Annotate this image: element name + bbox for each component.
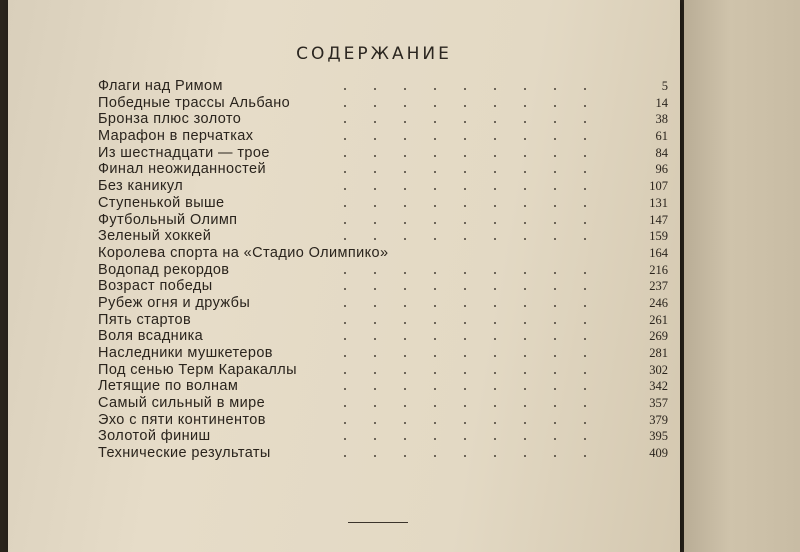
toc-entry-title: Футбольный Олимп: [98, 211, 238, 228]
toc-entry-page: 14: [655, 95, 668, 110]
dot-leader: [330, 455, 598, 457]
dot-leader: [330, 121, 598, 123]
toc-entry: [98, 362, 668, 379]
dot-leader: [330, 438, 598, 440]
toc-entry-title: Флаги над Римом: [98, 78, 223, 94]
toc-entry-page: 216: [649, 262, 668, 277]
dot-leader: [330, 405, 598, 407]
toc-entry: [98, 111, 668, 128]
toc-entry-page: 84: [655, 145, 668, 160]
toc-entry: [98, 145, 668, 162]
toc-entry-title: Водопад рекордов: [98, 261, 230, 278]
dot-leader: [330, 205, 598, 207]
toc-entry: [98, 445, 668, 462]
dot-leader: [330, 388, 598, 390]
toc-entry-page: 147: [649, 212, 668, 227]
dot-leader: [330, 322, 598, 324]
toc-entry: [98, 262, 668, 279]
toc-entry: [98, 295, 668, 312]
toc-entry: [98, 328, 668, 345]
toc-entry-page: 379: [649, 412, 668, 427]
dot-leader: [330, 288, 598, 290]
dot-leader: [330, 171, 598, 173]
toc-entry: [98, 345, 668, 362]
book-page: [8, 0, 680, 552]
toc-entry-page: 357: [649, 396, 668, 411]
toc-entry-title: Рубеж огня и дружбы: [98, 294, 251, 311]
toc-entry: [98, 245, 668, 262]
page-title: СОДЕРЖАНИЕ: [296, 44, 452, 64]
toc-entry-page: 107: [649, 179, 668, 194]
dot-leader: [330, 222, 598, 224]
toc-entry-page: 159: [649, 229, 668, 244]
toc-entry-title: Летящие по волнам: [98, 378, 239, 395]
toc-entry: [98, 95, 668, 112]
dot-leader: [330, 155, 598, 157]
toc-entry: [98, 212, 668, 229]
toc-entry-page: 38: [655, 112, 668, 127]
dot-leader: [330, 238, 598, 240]
toc-entry: [98, 128, 668, 145]
dot-leader: [330, 188, 598, 190]
toc-entry: [98, 395, 668, 412]
toc-entry: [98, 195, 668, 212]
toc-entry-title: Из шестнадцати — трое: [98, 144, 270, 161]
dot-leader: [330, 105, 598, 107]
toc-entry-page: 342: [649, 379, 668, 394]
toc-entry-page: 281: [649, 346, 668, 360]
toc-entry-title: Технические результаты: [98, 445, 271, 462]
toc-entry-title: Золотой финиш: [98, 428, 211, 445]
toc-entry-page: 409: [649, 446, 668, 461]
toc-entry-page: 395: [649, 429, 668, 444]
toc-entry-title: Королева спорта на «Стадио Олимпико»: [98, 244, 389, 261]
toc-entry-title: Бронза плюс золото: [98, 111, 242, 128]
toc-entry-title: Эхо с пяти континентов: [98, 411, 266, 428]
dot-leader: [330, 338, 598, 340]
dot-leader: [330, 372, 598, 374]
dot-leader: [330, 355, 598, 357]
toc-entry-title: Пять стартов: [98, 311, 192, 328]
toc-entry-page: 237: [649, 279, 668, 294]
dot-leader: [330, 272, 598, 274]
toc-entry-page: 246: [649, 295, 668, 310]
toc-entry-page: 302: [649, 362, 668, 377]
toc-entry-page: 131: [649, 195, 668, 210]
toc-entry-page: 96: [655, 162, 668, 177]
dot-leader: [330, 305, 598, 307]
toc-entry-title: Под сенью Терм Каракаллы: [98, 361, 297, 378]
toc-entry-title: Финал неожиданностей: [98, 161, 266, 178]
toc-entry-page: 5: [661, 79, 668, 93]
toc-entry-title: Возраст победы: [98, 278, 213, 295]
toc-entry: [98, 428, 668, 445]
toc-entry-title: Наследники мушкетеров: [98, 345, 273, 361]
toc-entry-title: Марафон в перчатках: [98, 128, 254, 145]
toc-entry: [98, 378, 668, 395]
toc-entry: [98, 228, 668, 245]
toc-entry: [98, 161, 668, 178]
toc-entry-title: Воля всадника: [98, 328, 204, 345]
toc-entry-page: 61: [655, 129, 668, 144]
toc-entry-page: 261: [649, 312, 668, 327]
toc-entry-title: Ступенькой выше: [98, 194, 225, 211]
toc-entry-title: Без каникул: [98, 178, 184, 195]
toc-entry: [98, 412, 668, 429]
toc-entry: [98, 78, 668, 95]
dot-leader: [330, 422, 598, 424]
toc-entry-title: Зеленый хоккей: [98, 228, 212, 245]
toc-entry-title: Победные трассы Альбано: [98, 94, 291, 111]
toc-entry: [98, 278, 668, 295]
toc-entry-page: 164: [649, 245, 668, 260]
table-of-contents: [98, 78, 668, 462]
toc-entry-title: Самый сильный в мире: [98, 395, 266, 412]
toc-entry-page: 269: [649, 329, 668, 344]
facing-page: [684, 0, 800, 552]
toc-entry: [98, 178, 668, 195]
closing-rule: [348, 522, 408, 523]
dot-leader: [330, 138, 598, 140]
toc-entry: [98, 312, 668, 329]
dot-leader: [330, 88, 598, 90]
